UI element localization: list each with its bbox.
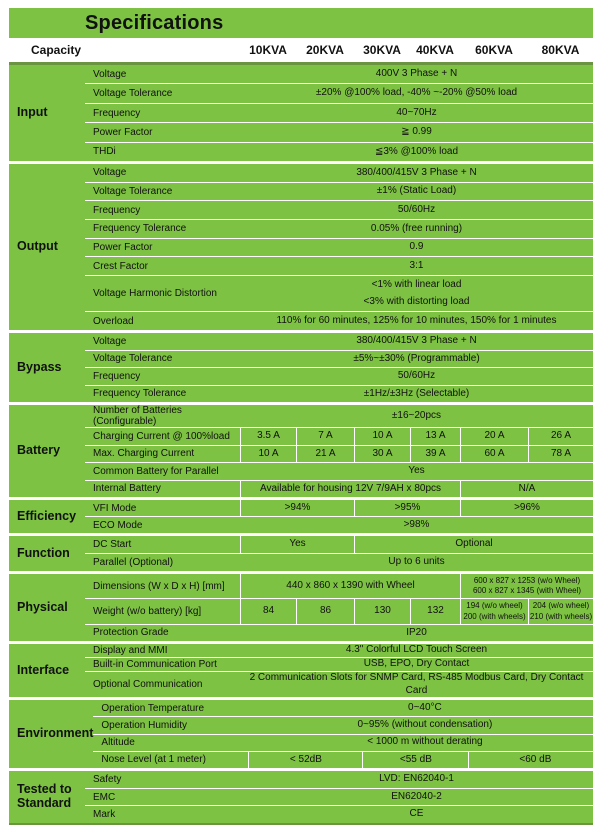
spec-cell: 0~40°C xyxy=(408,701,442,713)
spec-cell: 440 x 860 x 1390 with Wheel xyxy=(240,574,460,598)
spec-cell: CE xyxy=(409,808,424,820)
spec-row xyxy=(85,671,593,697)
section-rows xyxy=(93,700,600,768)
section-label: Interface xyxy=(17,662,70,677)
spec-row-label: Frequency xyxy=(93,107,141,119)
capacity-column-header: 80KVA xyxy=(541,43,580,57)
spec-row-label: Built-in Communication Port xyxy=(93,659,217,670)
spec-cell: Available for housing 12V 7/9AH x 80pcs xyxy=(240,481,460,498)
spec-row-label: EMC xyxy=(93,791,116,803)
section-rows xyxy=(85,333,593,402)
spec-row-label: Frequency xyxy=(93,370,141,382)
capacity-label: Capacity xyxy=(31,43,82,57)
spec-row xyxy=(85,333,593,350)
spec-row-label: Altitude xyxy=(101,737,135,749)
spec-row-label: Voltage xyxy=(93,335,127,347)
spec-cell-line: 600 x 827 x 1345 (with Wheel) xyxy=(472,586,582,596)
section-label: Physical xyxy=(17,599,68,614)
section-rows xyxy=(85,536,593,571)
spec-row xyxy=(85,788,593,806)
spec-cell: Optional xyxy=(354,536,593,553)
spec-row-label: Frequency Tolerance xyxy=(93,388,187,400)
spec-row-label: Common Battery for Parallel xyxy=(93,465,219,477)
spec-cell: N/A xyxy=(460,481,593,498)
section-label: Input xyxy=(17,105,48,120)
spec-cell xyxy=(240,276,593,311)
spec-cell xyxy=(460,599,528,623)
spec-row-label: Voltage Tolerance xyxy=(93,353,173,365)
capacity-column-header: 40KVA xyxy=(416,43,454,57)
capacity-header-row xyxy=(9,38,593,62)
spec-cell-line: <1% with linear load xyxy=(371,278,462,290)
section-battery xyxy=(9,405,593,497)
spec-cell-line: 210 (with wheels) xyxy=(529,611,593,621)
spec-cell xyxy=(528,599,593,623)
spec-row-label: Operation Temperature xyxy=(101,702,205,714)
spec-row xyxy=(85,311,593,330)
spec-row-label: Voltage Tolerance xyxy=(93,88,173,100)
spec-cell: 20 A xyxy=(460,428,528,445)
spec-cell: 60 A xyxy=(460,446,528,463)
spec-row xyxy=(85,553,593,571)
section-label: Tested to Standard xyxy=(17,782,72,810)
spec-row xyxy=(85,385,593,403)
spec-cell: USB, EPO, Dry Contact xyxy=(363,658,470,670)
spec-table-body xyxy=(9,62,593,825)
spec-row-label: DC Start xyxy=(93,539,132,550)
section-rows xyxy=(85,574,593,641)
spec-cell: 132 xyxy=(410,599,460,623)
spec-cell: 84 xyxy=(240,599,296,623)
spec-row xyxy=(85,350,593,368)
spec-sheet xyxy=(9,8,593,825)
section-rows xyxy=(85,771,593,823)
spec-row-label: VFI Mode xyxy=(93,502,137,514)
spec-cell: 39 A xyxy=(410,446,460,463)
spec-cell: 7 A xyxy=(296,428,354,445)
section-input xyxy=(9,65,593,161)
section-label: Environment xyxy=(17,726,94,741)
spec-row-label: THDi xyxy=(93,146,116,158)
section-rows xyxy=(85,500,593,533)
spec-cell: ±5%~±30% (Programmable) xyxy=(353,352,480,364)
spec-cell: ±1% (Static Load) xyxy=(376,185,457,197)
spec-row-label: Voltage Harmonic Distortion xyxy=(93,288,217,300)
spec-cell: ±1Hz/±3Hz (Selectable) xyxy=(363,387,470,399)
spec-cell: 13 A xyxy=(410,428,460,445)
spec-cell: >98% xyxy=(403,518,430,530)
spec-row-label: Weight (w/o battery) [kg] xyxy=(93,606,202,618)
spec-row xyxy=(85,256,593,275)
spec-cell: Yes xyxy=(408,465,425,476)
spec-row-label: Power Factor xyxy=(93,126,153,138)
spec-cell: 3.5 A xyxy=(240,428,296,445)
spec-row xyxy=(85,219,593,238)
spec-row xyxy=(85,182,593,201)
spec-cell: >95% xyxy=(354,500,460,516)
spec-row xyxy=(85,598,593,623)
spec-cell: 86 xyxy=(296,599,354,623)
spec-row-label: Dimensions (W x D x H) [mm] xyxy=(93,580,225,592)
spec-row-label: Power Factor xyxy=(93,242,153,254)
spec-row xyxy=(85,83,593,102)
spec-row xyxy=(85,405,593,427)
spec-cell xyxy=(460,574,593,598)
spec-cell: 21 A xyxy=(296,446,354,463)
spec-row xyxy=(85,103,593,122)
spec-cell: LVD: EN62040-1 xyxy=(379,773,454,785)
spec-cell: 130 xyxy=(354,599,410,623)
spec-cell-line: 204 (w/o wheel) xyxy=(532,601,590,611)
section-output xyxy=(9,164,593,330)
spec-cell: 0.05% (free running) xyxy=(370,222,463,234)
spec-cell: < 1000 m without derating xyxy=(367,736,483,748)
spec-cell: 40~70Hz xyxy=(396,106,437,118)
section-label: Battery xyxy=(17,443,61,458)
spec-row-label: Frequency Tolerance xyxy=(93,223,187,235)
spec-row-label: Optional Communication xyxy=(93,679,203,690)
section-rows xyxy=(85,405,593,497)
page-title: Specifications xyxy=(85,11,224,34)
section-label: Output xyxy=(17,239,58,254)
spec-row xyxy=(85,427,593,445)
section-label: Function xyxy=(17,545,70,560)
spec-row-label: Mark xyxy=(93,809,116,821)
spec-cell: 10 A xyxy=(354,428,410,445)
spec-row xyxy=(85,142,593,161)
spec-cell: Up to 6 units xyxy=(388,556,445,568)
section-efficiency xyxy=(9,500,593,533)
spec-cell: 30 A xyxy=(354,446,410,463)
spec-row-label: Frequency xyxy=(93,204,141,216)
capacity-column-header: 30KVA xyxy=(363,43,401,57)
spec-cell: 400V 3 Phase + N xyxy=(375,67,458,79)
spec-row xyxy=(85,536,593,553)
spec-row xyxy=(85,500,593,516)
spec-cell: ±16~20pcs xyxy=(391,409,442,421)
spec-cell: 50/60Hz xyxy=(397,203,436,215)
spec-cell: 4.3" Colorful LCD Touch Screen xyxy=(345,644,488,656)
spec-cell: IP20 xyxy=(406,626,427,638)
spec-row xyxy=(93,734,600,751)
spec-row xyxy=(85,275,593,311)
spec-row-label: Charging Current @ 100%load xyxy=(93,430,230,442)
spec-row-label: Voltage xyxy=(93,167,127,179)
capacity-column-header: 20KVA xyxy=(306,43,344,57)
spec-row xyxy=(85,516,593,533)
spec-cell: <55 dB xyxy=(362,752,468,768)
spec-row-label: Number of Batteries (Configurable) xyxy=(93,405,182,427)
spec-row xyxy=(93,716,600,733)
spec-cell: ≦3% @100% load xyxy=(374,145,459,157)
spec-cell: 50/60Hz xyxy=(397,370,436,381)
spec-cell-line: <3% with distorting load xyxy=(363,296,470,308)
spec-cell: >96% xyxy=(460,500,593,516)
spec-cell: 2 Communication Slots for SNMP Card, RS-485 Modbus Card, Dry Contact Card xyxy=(249,672,584,696)
spec-cell: 3:1 xyxy=(409,259,424,271)
spec-cell: >94% xyxy=(240,500,354,516)
spec-row-label: ECO Mode xyxy=(93,519,143,531)
section-environment xyxy=(9,700,593,768)
spec-row-label: Internal Battery xyxy=(93,483,161,495)
spec-cell-line: 200 (with wheels) xyxy=(463,611,526,621)
spec-row xyxy=(85,65,593,83)
spec-cell: 380/400/415V 3 Phase + N xyxy=(356,335,477,346)
section-bypass xyxy=(9,333,593,402)
spec-row-label: Parallel (Optional) xyxy=(93,557,174,568)
spec-row-label: Operation Humidity xyxy=(101,719,187,731)
section-physical xyxy=(9,574,593,641)
spec-cell: Yes xyxy=(240,536,354,553)
spec-cell: ≧ 0.99 xyxy=(401,126,432,138)
spec-cell-line: 194 (w/o wheel) xyxy=(466,601,523,611)
section-function xyxy=(9,536,593,571)
spec-cell: 0.9 xyxy=(409,241,424,253)
spec-row-label: Voltage xyxy=(93,68,127,80)
spec-row-label: Voltage Tolerance xyxy=(93,186,173,197)
spec-cell: 26 A xyxy=(528,428,593,445)
spec-cell: 10 A xyxy=(240,446,296,463)
spec-row xyxy=(85,164,593,182)
section-rows xyxy=(85,164,593,330)
spec-row xyxy=(93,751,600,768)
spec-row xyxy=(85,574,593,598)
section-interface xyxy=(9,644,593,697)
spec-cell: ±20% @100% load, -40% ~-20% @50% load xyxy=(315,87,518,99)
spec-row-label: Protection Grade xyxy=(93,627,169,639)
spec-row xyxy=(85,367,593,385)
spec-row xyxy=(85,624,593,641)
spec-row-label: Crest Factor xyxy=(93,260,149,272)
spec-row-label: Safety xyxy=(93,773,122,785)
spec-row xyxy=(85,771,593,788)
spec-row xyxy=(85,657,593,671)
spec-row xyxy=(85,122,593,141)
spec-cell: 0~95% (without condensation) xyxy=(357,719,493,731)
spec-row xyxy=(93,700,600,716)
section-label: Efficiency xyxy=(17,508,77,523)
capacity-column-header: 10KVA xyxy=(249,43,287,57)
spec-cell: 110% for 60 minutes, 125% for 10 minutes, 150% for 1 minutes xyxy=(276,314,557,326)
section-rows xyxy=(85,644,593,697)
spec-cell: EN62040-2 xyxy=(391,790,442,802)
spec-row xyxy=(85,480,593,498)
spec-row xyxy=(85,462,593,480)
spec-cell: < 52dB xyxy=(248,752,362,768)
spec-row-label: Display and MMI xyxy=(93,645,168,656)
section-rows xyxy=(85,65,593,161)
spec-cell: 78 A xyxy=(528,446,593,463)
spec-row xyxy=(85,805,593,823)
spec-row-label: Max. Charging Current xyxy=(93,448,195,460)
spec-row xyxy=(85,238,593,257)
spec-cell-line: 600 x 827 x 1253 (w/o Wheel) xyxy=(473,575,581,585)
spec-cell: <60 dB xyxy=(468,752,600,768)
title-bar xyxy=(9,8,593,38)
spec-row xyxy=(85,644,593,657)
capacity-column-header: 60KVA xyxy=(475,43,513,57)
spec-row xyxy=(85,445,593,463)
section-tested-to-standard xyxy=(9,771,593,823)
spec-row-label: Overload xyxy=(93,315,134,327)
spec-row xyxy=(85,200,593,219)
section-label: Bypass xyxy=(17,359,62,374)
spec-row-label: Nose Level (at 1 meter) xyxy=(101,754,206,766)
spec-cell: 380/400/415V 3 Phase + N xyxy=(356,166,477,178)
